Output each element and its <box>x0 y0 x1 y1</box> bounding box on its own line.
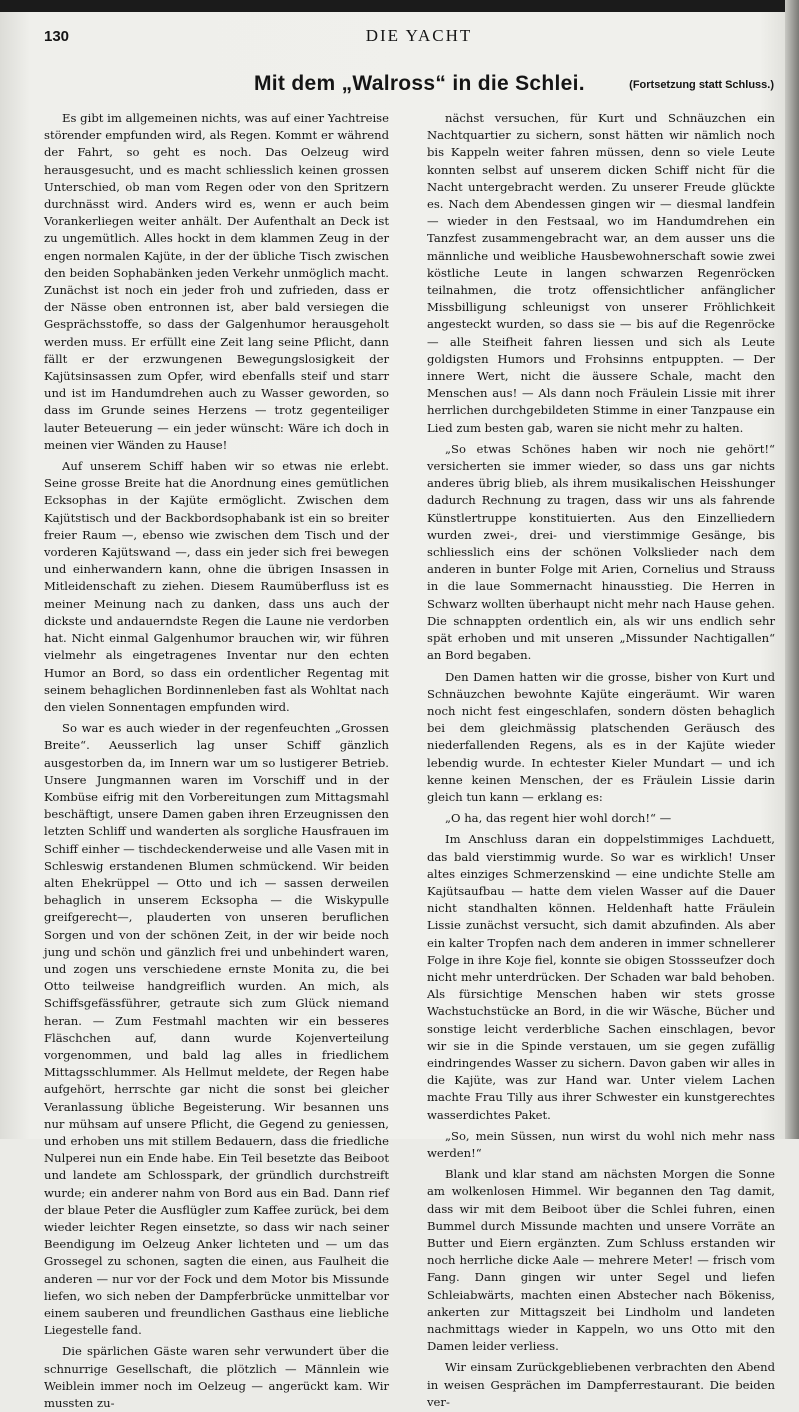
paragraph: Wir einsam Zurückgebliebenen verbrachten den Abend in weisen Gesprächen im Dampferrestaurant. Die beiden ver- <box>427 1360 775 1409</box>
paragraph: Blank und klar stand am nächsten Morgen die Sonne am wolkenlosen Himmel. Wir begannen den Tag damit, dass wir mit dem Beiboot über die Schlei fuhren, einen Bummel durch Missunde machten und unsere Vorräte an Butter und Eiern ergänzten. Zum Schluss erstanden wir noch herrliche dicke Aale — mehrere Meter! — frisch vom Fang. Dann gingen wir unter Segel und liefen Schleiabwärts, machten einen Abstecher nach Bökeniss, ankerten zur Mittagszeit bei Lindholm und landeten nachmittags wieder in Kappeln, wo uns Otto mit den Damen leider verliess. <box>427 1167 775 1354</box>
page-top-edge <box>0 0 799 12</box>
left-column <box>44 110 389 1412</box>
article-subtitle: (Fortsetzung statt Schluss.) <box>629 79 774 91</box>
paragraph: „So etwas Schönes haben wir noch nie gehört!“ versicherten sie immer wieder, so dass uns gar nichts anderes übrig blieb, als ihrem musikalischen Heisshunger dadurch Rechnung zu tragen, dass wir uns als fahrende Künstlertruppe konstituierten. Aus den Einzelliedern wurden zwei-, drei- und vierstimmige Gesänge, bis schliesslich eins der schönen Volkslieder nach dem anderen in bunter Folge mit Arien, Cornelius und Strauss in die laue Sommernacht hinausstieg. Die Herren in Schwarz wollten überhaupt nicht mehr nach Hause gehen. Die schnappten ordentlich ein, als wir uns endlich sehr spät erhoben und mit unseren „Missunder Nachtigallen“ an Bord begaben. <box>427 441 775 663</box>
article-title-row <box>44 72 774 100</box>
page-header <box>44 24 774 50</box>
paragraph: Es gibt im allgemeinen nichts, was auf einer Yachtreise störender empfunden wird, als Regen. Kommt er während der Fahrt, so geht es noch. Das Oelzeug wird herausgesucht, und es macht schliesslich keinen grossen Unterschied, ob man vom Regen oder von den Spritzern durchnässt wird. Anders wird es, wenn er auch beim Vorankerliegen weiter anhält. Der Aufenthalt an Deck ist zu ungemütlich. Alles hockt in dem klammen Zeug in der engen normalen Kajüte, in der der übliche Tisch zwischen den beiden Sophabänken jeden Verkehr unmöglich macht. Zunächst ist noch ein jeder froh und zufrieden, dass er der Nässe oben entronnen ist, aber bald versiegen die Gesprächsstoffe, so dass der Galgenhumor herausgeholt werden muss. Er erfüllt eine Zeit lang seine Pflicht, dann fällt er der erzwungenen Bewegungslosigkeit der Kajütsinsassen zum Opfer, wird ebenfalls steif und starr und ist im Handumdrehen auch zu Wasser geworden, so dass im Grunde seines Herzens — trotz gegenteiliger lauter Beteuerung — ein jeder wünscht: Wäre ich doch in meinen vier Wänden zu Hause! <box>44 111 389 452</box>
quote-line: „So, mein Süssen, nun wirst du wohl nich mehr nass werden!“ <box>427 1128 775 1160</box>
page-number: 130 <box>44 28 70 45</box>
article-title: Mit dem „Walross“ in die Schlei. <box>254 72 585 95</box>
right-column <box>427 110 775 1411</box>
paragraph: nächst versuchen, für Kurt und Schnäuzchen ein Nachtquartier zu sichern, sonst hätten wir nämlich noch bis Kappeln weiter fahren müssen, denn so viele Leute konnten selbst auf unserem dicken Schiff nicht für die Nacht untergebracht werden. Zu unserer Freude glückte es. Nach dem Abendessen gingen wir — diesmal landfein — wieder in den Festsaal, wo im Handumdrehen ein Tanzfest zusammengebracht war, an dem ausser uns die männliche und weibliche Hausbewohnerschaft sowie zwei köstliche Leute in langen schwarzen Regenröcken teilnahmen, die trotz offensichtlicher anfänglicher Missbilligung schleunigst von unserer Fröhlichkeit angesteckt wurden, so dass sie — bis auf die Regenröcke — alle Steifheit fahren liessen und sich als Leute goldigsten Humors und Frohsinns entpuppten. — Der innere Wert, nicht die äussere Schale, macht den Menschen aus! — Als dann noch Fräulein Lissie mit ihrer herrlichen durchgebildeten Stimme in einer Tanzpause ein Lied zum besten gab, waren sie nicht mehr zu halten. <box>427 111 775 435</box>
paragraph: So war es auch wieder in der regenfeuchten „Grossen Breite“. Aeusserlich lag unser Schiff gänzlich ausgestorben da, im Innern war um so lustigerer Betrieb. Unsere Jungmannen waren im Vorschiff und in der Kombüse eifrig mit den Vorbereitungen zum Mittagsmahl beschäftigt, unsere Damen gaben ihren Erzeugnissen den letzten Schliff und wanderten als sorgliche Hausfrauen im Schiff einher — tischdeckenderweise und alle Vasen mit in Schleswig erstandenen Blumen schmückend. Wir beiden alten Ehekrüppel — Otto und ich — sassen derweilen behaglich in unserem Ecksopha — die Wiskypulle greifgerecht—, plauderten von unseren beruflichen Sorgen und von der schönen Zeit, in der wir beide noch jung und schön und gänzlich frei und unbehindert waren, und zogen uns verschiedene ernste Monita zu, die bei Otto teilweise handgreiflich wurden. An mich, als Schiffsgefässführer, getraute sich zum Glück niemand heran. — Zum Festmahl machten wir ein besseres Fläschchen auf, dann wurde Kojenverteilung vorgenommen, und bald lag alles in friedlichem Mittagsschlummer. Als Hellmut meldete, der Regen habe aufgehört, herrschte gar nicht die sonst bei gleicher Veranlassung übliche Begeisterung. Wir besannen uns nur mühsam auf unsere Pflicht, die Gegend zu geniessen, und erhoben uns mit stillem Bedauern, dass die friedliche Nulperei nun ein Ende habe. Ein Teil besetzte das Beiboot und landete am Schlosspark, der gründlich durchstreift wurde; ein anderer nahm von Bord aus ein Bad. Dann rief der blaue Peter die Ausflügler zum Kaffee zurück, bei dem wieder leichter Regen einsetzte, so dass wir nach seiner Beendigung im Oelzeug Anker lichteten und — um das Grossegel zu schonen, sagten die einen, aus Faulheit die anderen — nur vor der Fock und dem Motor bis Missunde liefen, wo sich neben der Dampferbrücke unmittelbar vor einem sauberen und freundlichen Gasthaus eine liebliche Liegestelle fand. <box>44 721 389 1338</box>
paragraph: Auf unserem Schiff haben wir so etwas nie erlebt. Seine grosse Breite hat die Anordnung eines gemütlichen Ecksophas in der Kajüte ermöglicht. Zwischen dem Kajütstisch und der Backbordsophabank ist ein so breiter freier Raum —, ebenso wie zwischen dem Tisch und der vorderen Kajütswand —, dass ein jeder sich frei bewegen und einherwandern kann, ohne die übrigen Insassen in Mitleidenschaft zu ziehen. Diesem Raumüberfluss ist es meiner Meinung nach zu danken, dass uns auch der dickste und andauerndste Regen die Laune nie verdorben hat. Nicht einmal Galgenhumor brauchen wir, wir führen vielmehr als eingetragenes Inventar nur den echten Humor an Bord, so dass ein ordentlicher Regentag mit seinem behaglichen Bordinnenleben fast als Wohltat nach den vielen Sonnentagen empfunden wird. <box>44 459 389 714</box>
paragraph: Den Damen hatten wir die grosse, bisher von Kurt und Schnäuzchen bewohnte Kajüte eingeräumt. Wir waren noch nicht fest eingeschlafen, sondern dösten behaglich bei dem gleichmässig platschenden Geräusch des niederfallenden Regens, als es in der Kajüte wieder lebendig wurde. In echtester Kieler Mundart — und ich kenne keinen Menschen, der es Fräulein Lissie darin gleich tun kann — erklang es: <box>427 669 775 804</box>
quote-line: „O ha, das regent hier wohl dorch!“ — <box>445 811 672 826</box>
paragraph: Die spärlichen Gäste waren sehr verwundert über die schnurrige Gesellschaft, die plötzlich — Männlein wie Weiblein immer noch im Oelzeug — angerückt kam. Wir mussten zu- <box>44 1344 389 1411</box>
page-right-edge <box>785 0 799 1139</box>
journal-title: DIE YACHT <box>365 26 473 45</box>
paragraph: Im Anschluss daran ein doppelstimmiges Lachduett, das bald vierstimmig wurde. So war es wirklich! Unser altes einziges Schmerzenskind — eine undichte Stelle am Kajütsaufbau — hatte dem vielen Wasser auf die Dauer nicht standhalten können. Heldenhaft hatte Fräulein Lissie zunächst versucht, sich damit abzufinden. Als aber ein kalter Tropfen nach dem anderen in immer schnellerer Folge in ihre Koje fiel, konnte sie obigen Stossseufzer doch nicht mehr unterdrücken. Der Schaden war bald behoben. Als fürsichtige Menschen haben wir stets grosse Wachstuchstücke an Bord, in die wir Wäsche, Bücher und sonstige leicht verderbliche Sachen einschlagen, bevor wir sie in die Spinde verstauen, um sie gegen zufällig eindringendes Wasser zu sichern. Davon gaben wir alles in die Kajüte, was zur Hand war. Unter vielem Lachen machte Frau Tilly aus ihrer Schwester ein kunstgerechtes wasserdichtes Paket. <box>427 832 775 1122</box>
